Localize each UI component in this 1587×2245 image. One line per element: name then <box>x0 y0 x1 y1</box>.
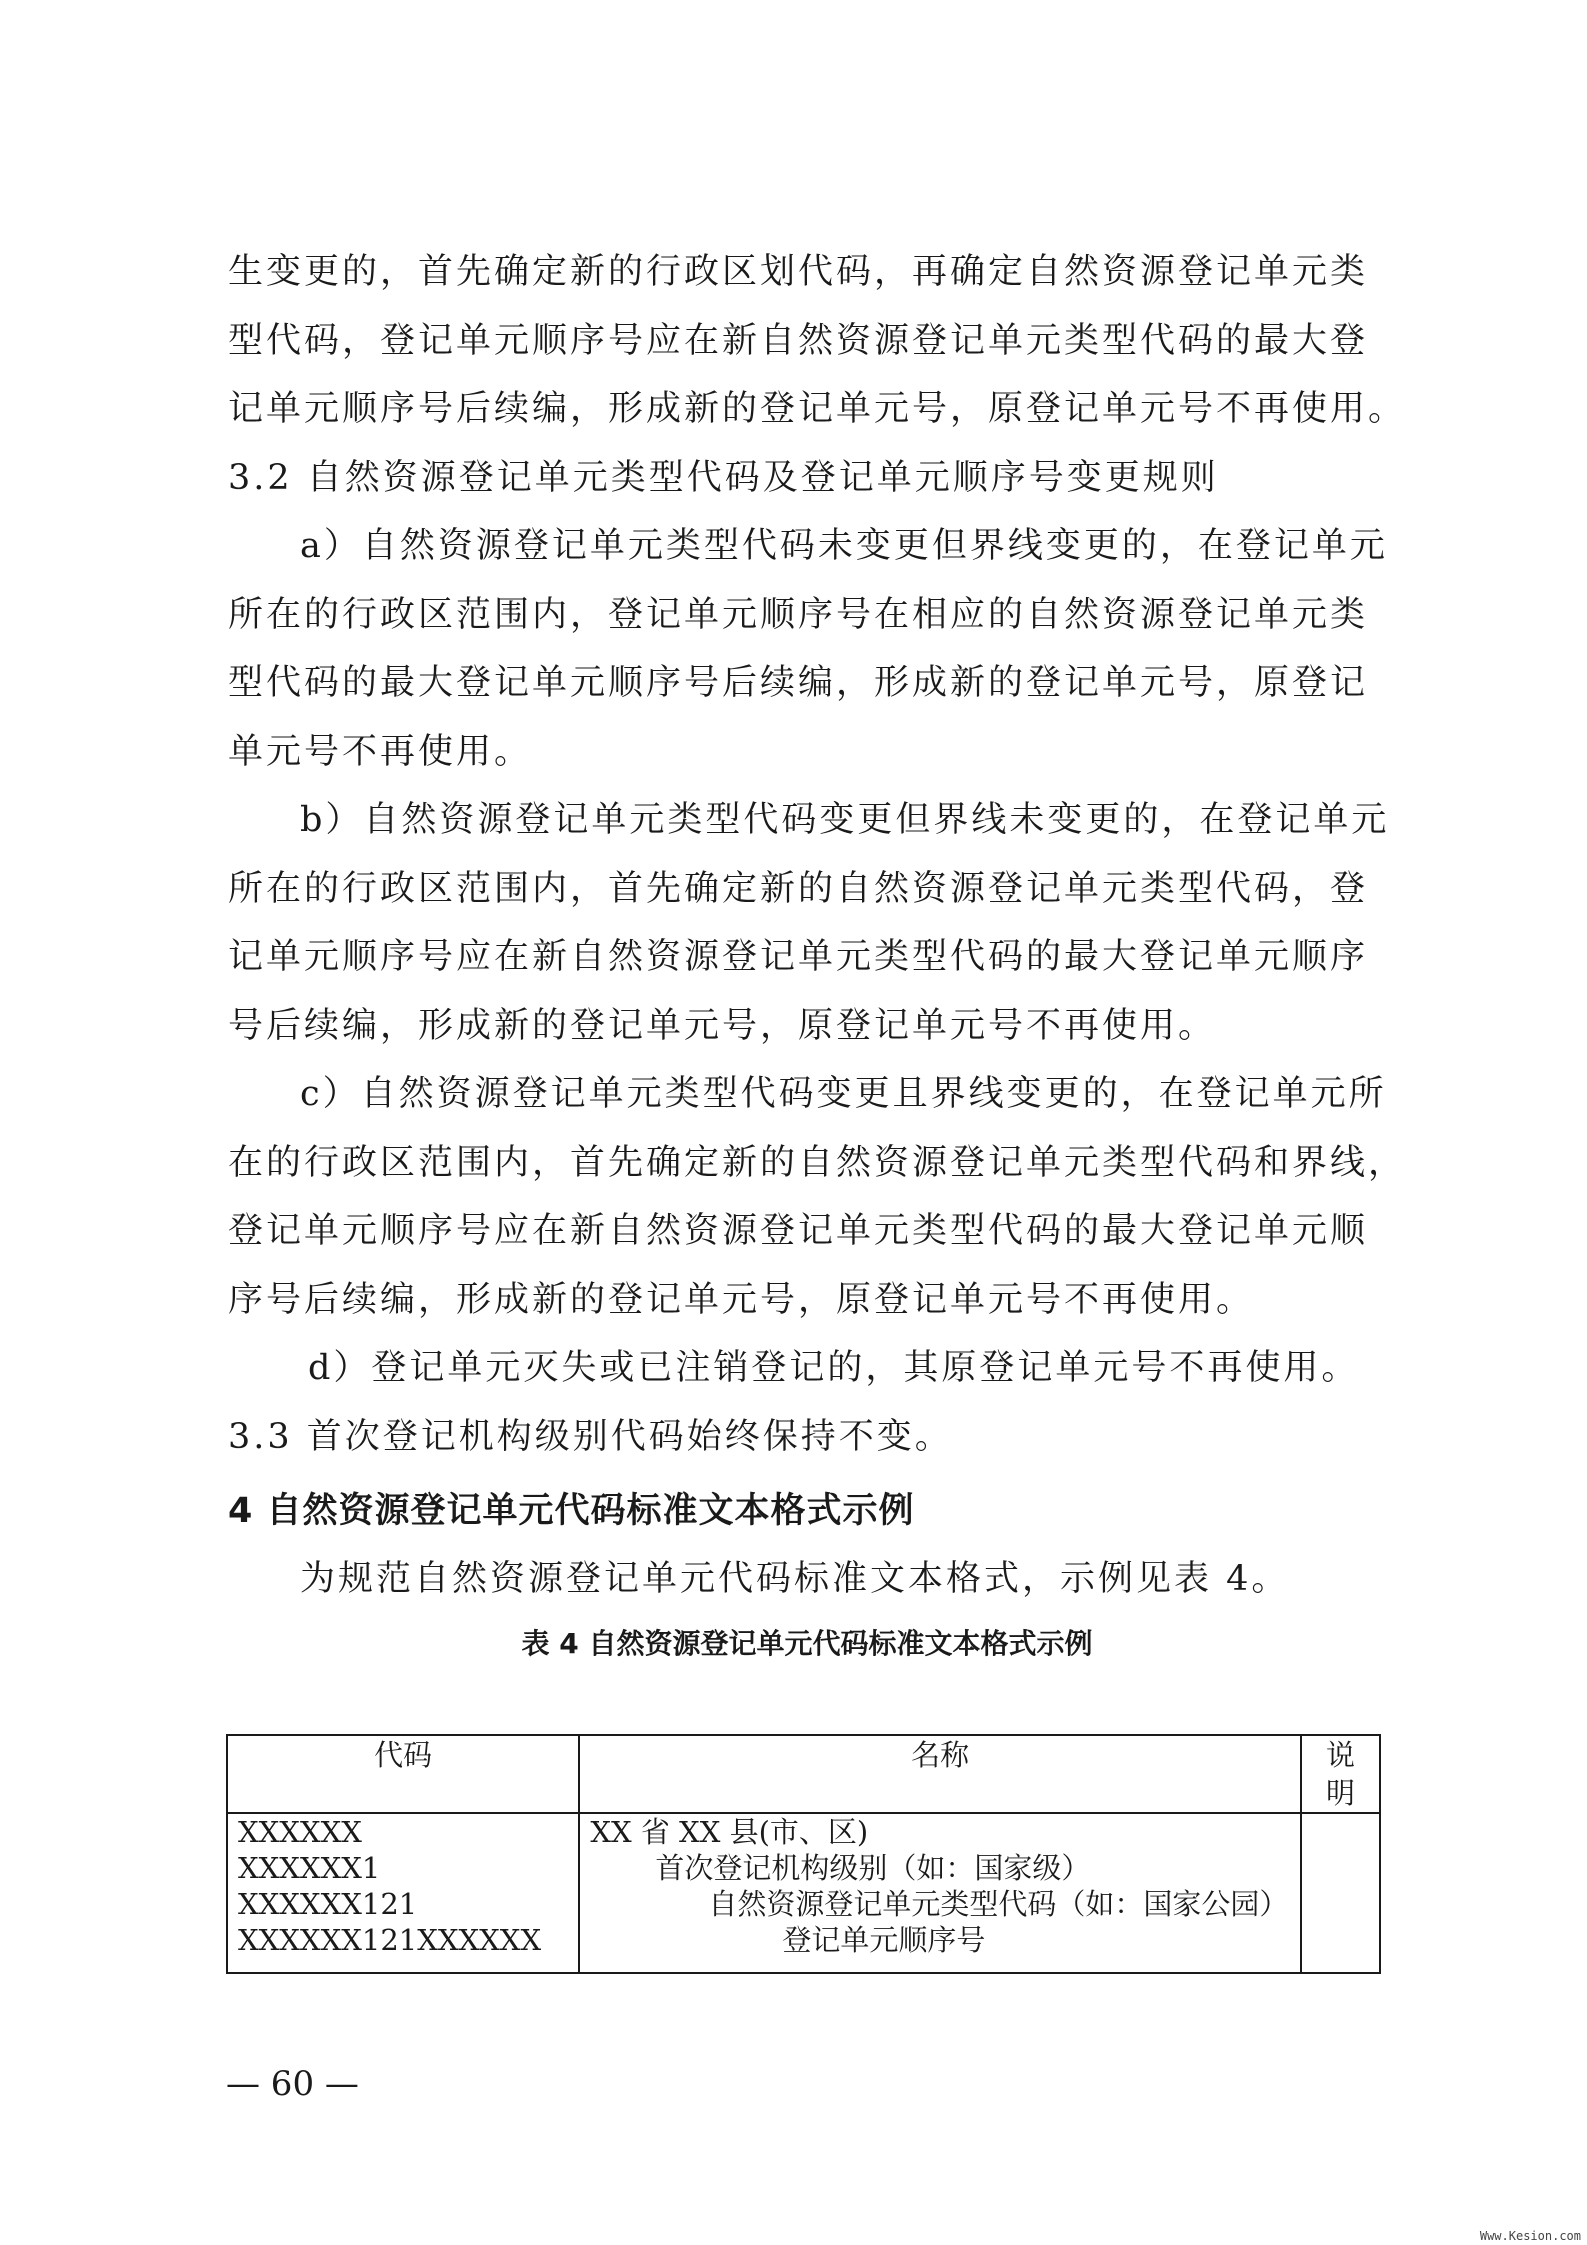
rule-c-line: 登记单元顺序号应在新自然资源登记单元类型代码的最大登记单元顺 <box>228 1211 1369 1251</box>
header-code: 代码 <box>227 1735 579 1813</box>
rule-b-line: 所在的行政区范围内，首先确定新的自然资源登记单元类型代码，登 <box>228 868 1369 909</box>
name-value: 自然资源登记单元类型代码（如：国家公园） <box>708 1887 1289 1921</box>
code-format-table <box>226 1734 1381 1974</box>
code-value: XXXXXX1 <box>238 1851 381 1885</box>
rule-c-line: c）自然资源登记单元类型代码变更且界线变更的，在登记单元所 <box>300 1074 1387 1114</box>
body-line: 生变更的，首先确定新的行政区划代码，再确定自然资源登记单元类 <box>228 252 1369 292</box>
rule-c-line: 序号后续编，形成新的登记单元号，原登记单元号不再使用。 <box>228 1279 1255 1320</box>
rule-b-line: b）自然资源登记单元类型代码变更但界线未变更的，在登记单元 <box>300 800 1390 840</box>
rule-a-line: 所在的行政区范围内，登记单元顺序号在相应的自然资源登记单元类 <box>228 594 1369 635</box>
rule-b-line: 记单元顺序号应在新自然资源登记单元类型代码的最大登记单元顺序 <box>228 937 1369 977</box>
name-cell <box>579 1813 1301 1973</box>
code-value: XXXXXX121XXXXXX <box>238 1923 542 1957</box>
body-line: 型代码，登记单元顺序号应在新自然资源登记单元类型代码的最大登 <box>228 320 1369 361</box>
header-note: 说明 <box>1301 1735 1380 1813</box>
rule-c-line: 在的行政区范围内，首先确定新的自然资源登记单元类型代码和界线， <box>228 1142 1407 1183</box>
subsection-3-3-line: 3.3 首次登记机构级别代码始终保持不变。 <box>228 1416 953 1457</box>
page-number: — 60 — <box>226 2064 359 2104</box>
subsection-3-2-title: 3.2 自然资源登记单元类型代码及登记单元顺序号变更规则 <box>228 457 1219 498</box>
table-row <box>227 1813 1380 1973</box>
rule-a-line: 单元号不再使用。 <box>228 731 533 772</box>
name-value: 首次登记机构级别（如：国家级） <box>655 1851 1091 1885</box>
name-value: 登记单元顺序号 <box>782 1923 986 1957</box>
code-value: XXXXXX121 <box>238 1887 418 1921</box>
body-line: 记单元顺序号后续编，形成新的登记单元号，原登记单元号不再使用。 <box>228 389 1407 429</box>
rule-a-line: a）自然资源登记单元类型代码未变更但界线变更的，在登记单元 <box>300 526 1388 566</box>
table-header-row <box>227 1735 1380 1813</box>
note-cell <box>1301 1813 1380 1973</box>
site-watermark: Www.Kesion.com <box>1479 2229 1581 2243</box>
name-value: XX 省 XX 县(市、区) <box>590 1815 869 1849</box>
main-content <box>228 238 1407 1664</box>
code-cell <box>227 1813 579 1973</box>
rule-b-line: 号后续编，形成新的登记单元号，原登记单元号不再使用。 <box>228 1005 1217 1046</box>
rule-a-line: 型代码的最大登记单元顺序号后续编，形成新的登记单元号，原登记 <box>228 663 1369 703</box>
section-4-intro: 为规范自然资源登记单元代码标准文本格式，示例见表 4。 <box>300 1559 1290 1599</box>
header-name: 名称 <box>579 1735 1301 1813</box>
section-4-heading: 4 自然资源登记单元代码标准文本格式示例 <box>228 1491 915 1531</box>
code-value: XXXXXX <box>238 1815 362 1849</box>
table-caption: 表 4 自然资源登记单元代码标准文本格式示例 <box>521 1626 1093 1660</box>
rule-d-line: d）登记单元灭失或已注销登记的，其原登记单元号不再使用。 <box>308 1348 1360 1388</box>
